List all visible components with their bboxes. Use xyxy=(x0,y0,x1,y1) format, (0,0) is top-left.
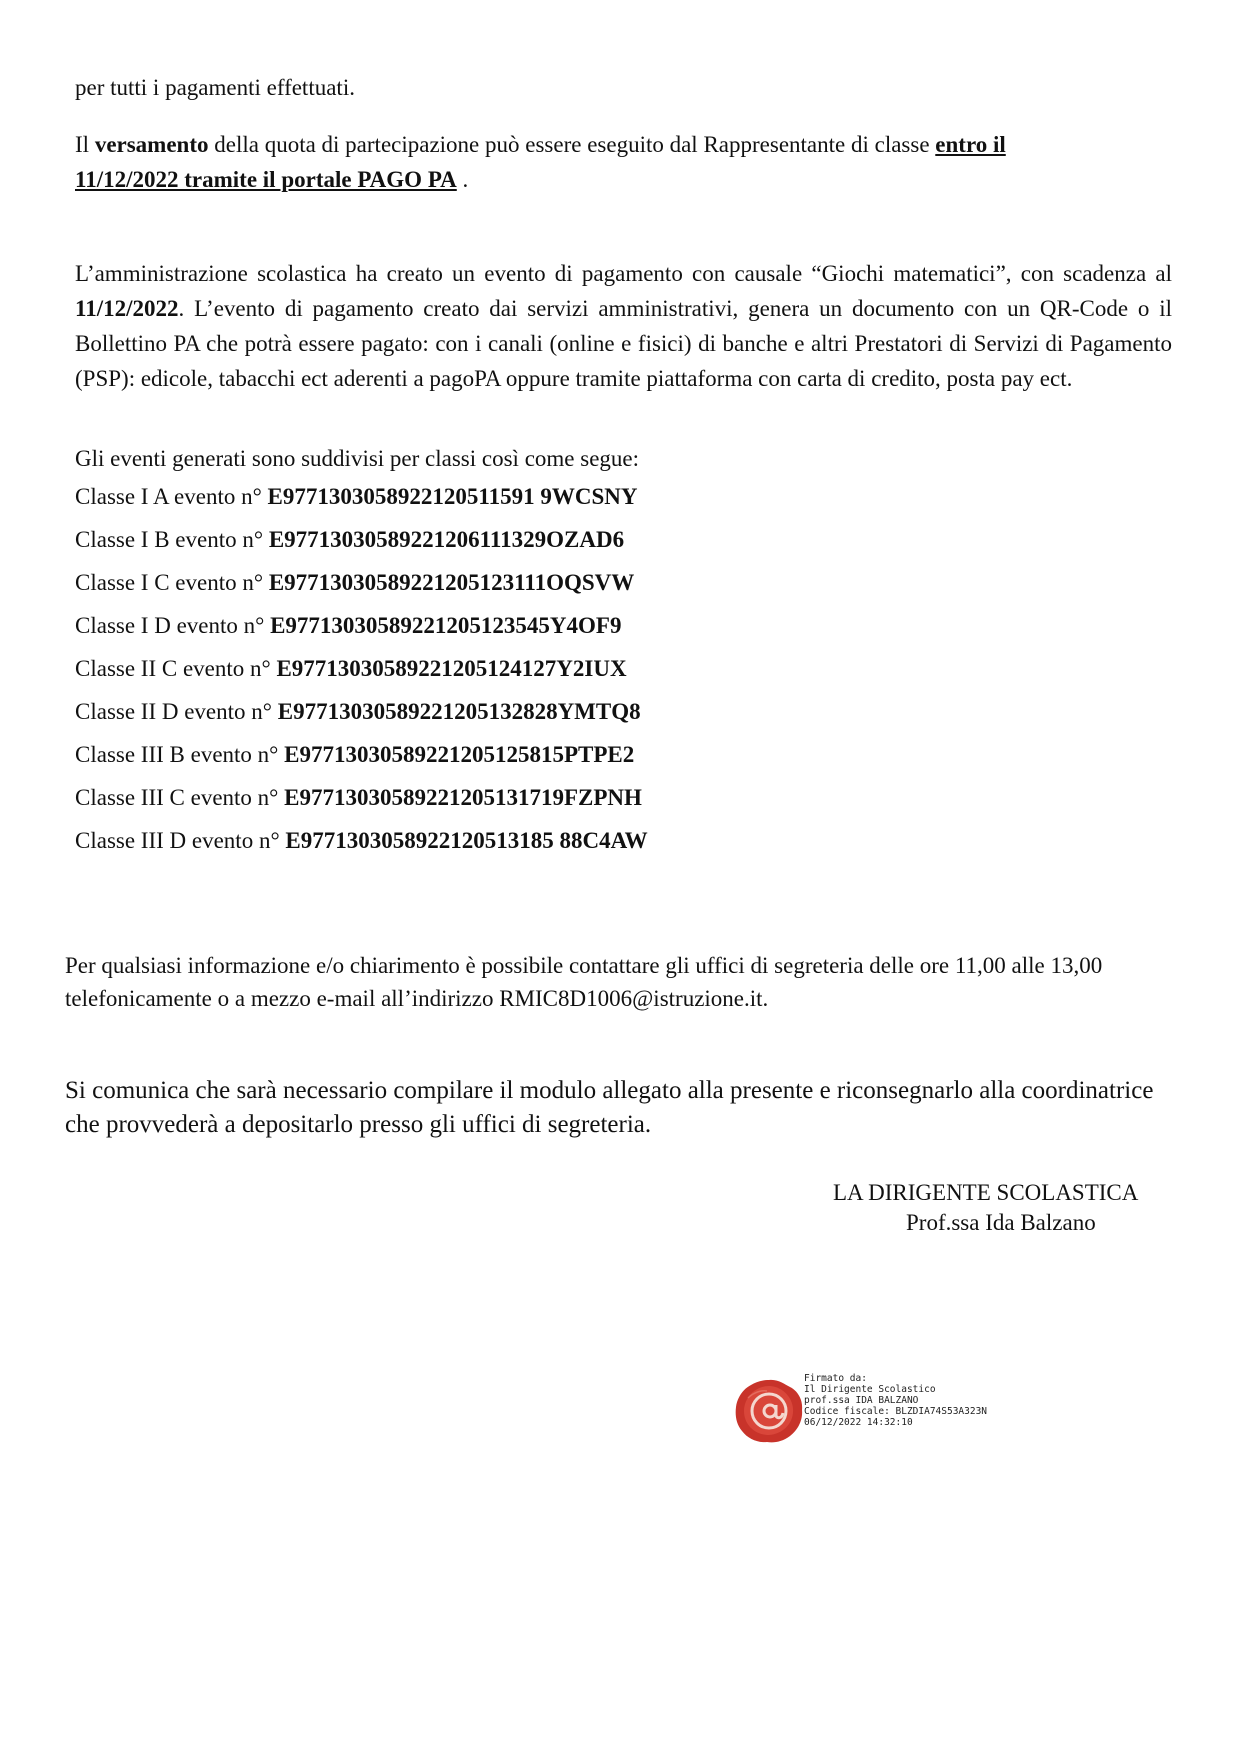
event-label: Classe I B evento n° xyxy=(75,527,269,552)
digital-signature-line-2: Il Dirigente Scolastico xyxy=(804,1384,936,1395)
payment-paragraph xyxy=(75,127,1175,197)
event-label: Classe I D evento n° xyxy=(75,613,271,638)
deadline-underlined-a: entro il xyxy=(935,132,1006,157)
events-intro-text: Gli eventi generati sono suddivisi per classi così come segue: xyxy=(75,446,640,471)
event-item-1a xyxy=(75,484,638,510)
event-code: E97713030589221205123111OQSVW xyxy=(268,570,635,595)
contact-text: Per qualsiasi informazione e/o chiarimento è possibile contattare gli uffici di segreteria delle ore 11,00 alle 13,00 telefonicamente o a mezzo e-mail all’indirizzo RMIC8D1006@istruzione.it. xyxy=(65,953,1103,1011)
event-label: Classe I A evento n° xyxy=(75,484,268,509)
events-intro xyxy=(75,441,639,476)
event-item-3b xyxy=(75,742,634,768)
event-info-text-a: L’amministrazione scolastica ha creato un evento di pagamento con causale “Giochi matematici”, con scadenza al xyxy=(75,261,1172,286)
digital-signature-line-1: Firmato da: xyxy=(804,1373,867,1384)
event-code: E9771303058922120513185 88C4AW xyxy=(285,828,648,853)
digital-signature-text xyxy=(804,1373,987,1428)
event-code: E97713030589221205124127Y2IUX xyxy=(276,656,627,681)
digital-signature-line-5: 06/12/2022 14:32:10 xyxy=(804,1417,913,1428)
deadline-underlined-b: 11/12/2022 tramite il portale PAGO PA xyxy=(75,167,457,192)
wax-seal-at-icon xyxy=(734,1378,804,1444)
event-label: Classe II D evento n° xyxy=(75,699,278,724)
event-label: Classe III D evento n° xyxy=(75,828,286,853)
notice-paragraph xyxy=(65,1074,1175,1142)
signature-role-text: LA DIRIGENTE SCOLASTICA xyxy=(833,1180,1139,1205)
payment-text-c: della quota di partecipazione può essere eseguito dal Rappresentante di classe xyxy=(208,132,936,157)
event-info-paragraph xyxy=(75,256,1172,396)
event-item-3d xyxy=(75,828,648,854)
event-label: Classe III C evento n° xyxy=(75,785,285,810)
event-item-2c xyxy=(75,656,627,682)
event-item-2d xyxy=(75,699,641,725)
event-code: E97713030589221205123545Y4OF9 xyxy=(270,613,622,638)
event-item-1b xyxy=(75,527,624,553)
event-code: E97713030589221205125815PTPE2 xyxy=(284,742,635,767)
payment-text-f: . xyxy=(456,167,469,192)
digital-signature-line-3: prof.ssa IDA BALZANO xyxy=(804,1395,919,1406)
payment-line-2 xyxy=(75,162,1175,197)
event-item-1d xyxy=(75,613,621,639)
contact-paragraph xyxy=(65,949,1175,1015)
signature-name xyxy=(906,1210,1096,1236)
notice-text: Si comunica che sarà necessario compilare il modulo allegato alla presente e riconsegnarlo alla coordinatrice che provvederà a depositarlo presso gli uffici di segreteria. xyxy=(65,1077,1154,1138)
signature-role xyxy=(833,1180,1138,1206)
signature-name-text: Prof.ssa Ida Balzano xyxy=(906,1210,1096,1235)
event-code: E97713030589221205132828YMTQ8 xyxy=(277,699,641,724)
event-label: Classe III B evento n° xyxy=(75,742,285,767)
event-code: E9771303058922120511591 9WCSNY xyxy=(267,484,638,509)
event-label: Classe I C evento n° xyxy=(75,570,269,595)
digital-signature-line-4: Codice fiscale: BLZDIA74S53A323N xyxy=(804,1406,988,1417)
event-label: Classe II C evento n° xyxy=(75,656,277,681)
versamento-bold: versamento xyxy=(94,132,209,157)
event-code: E97713030589221206111329OZAD6 xyxy=(268,527,625,552)
event-info-text-c: . L’evento di pagamento creato dai servizi amministrativi, genera un documento con un QR-Code o il Bollettino PA che potrà essere pagato: con i canali (online e fisici) di banche e altri Prestatori di Servizi di Pagamento (PSP): edicole, tabacchi ect aderenti a pagoPA oppure tramite piattaforma con carta di credito, posta pay ect. xyxy=(75,296,1172,391)
intro-line xyxy=(75,70,355,105)
event-deadline-bold: 11/12/2022 xyxy=(75,296,179,321)
intro-text: per tutti i pagamenti effettuati. xyxy=(75,75,355,100)
event-code: E97713030589221205131719FZPNH xyxy=(284,785,642,810)
payment-text-a: Il xyxy=(75,132,95,157)
payment-line-1 xyxy=(75,127,1175,162)
event-item-3c xyxy=(75,785,642,811)
event-item-1c xyxy=(75,570,634,596)
